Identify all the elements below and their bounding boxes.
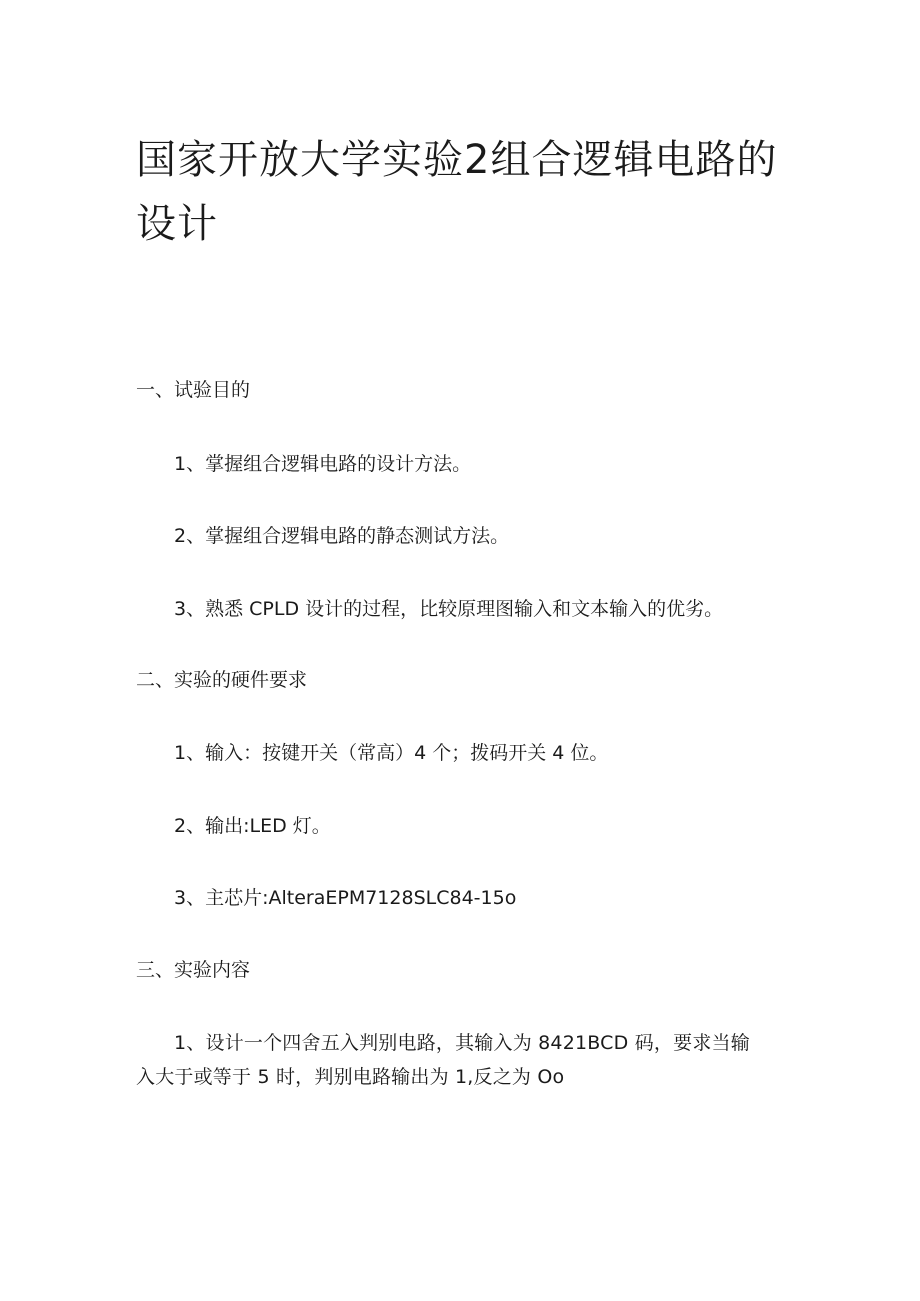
section-heading-objectives: 一、试验目的 [136, 379, 251, 401]
section-heading-content: 三、实验内容 [136, 959, 251, 981]
content-item: 1、设计一个四舍五入判别电路，其输入为 8421BCD 码，要求当输入大于或等于 5 时，判别电路输出为 1,反之为 Oo [136, 1032, 750, 1088]
document-title: 国家开放大学实验2组合逻辑电路的设计 [136, 137, 778, 247]
section-heading-hardware: 二、实验的硬件要求 [136, 669, 308, 691]
hardware-item: 2、输出:LED 灯。 [174, 815, 331, 837]
objective-item: 1、掌握组合逻辑电路的设计方法。 [174, 453, 472, 475]
objective-item: 3、熟悉 CPLD 设计的过程，比较原理图输入和文本输入的优劣。 [174, 598, 724, 620]
objective-item: 2、掌握组合逻辑电路的静态测试方法。 [174, 525, 510, 547]
hardware-item: 1、输入：按键开关（常高）4 个；拨码开关 4 位。 [174, 742, 609, 764]
hardware-item: 3、主芯片:AlteraEPM7128SLC84-15o [174, 887, 517, 909]
